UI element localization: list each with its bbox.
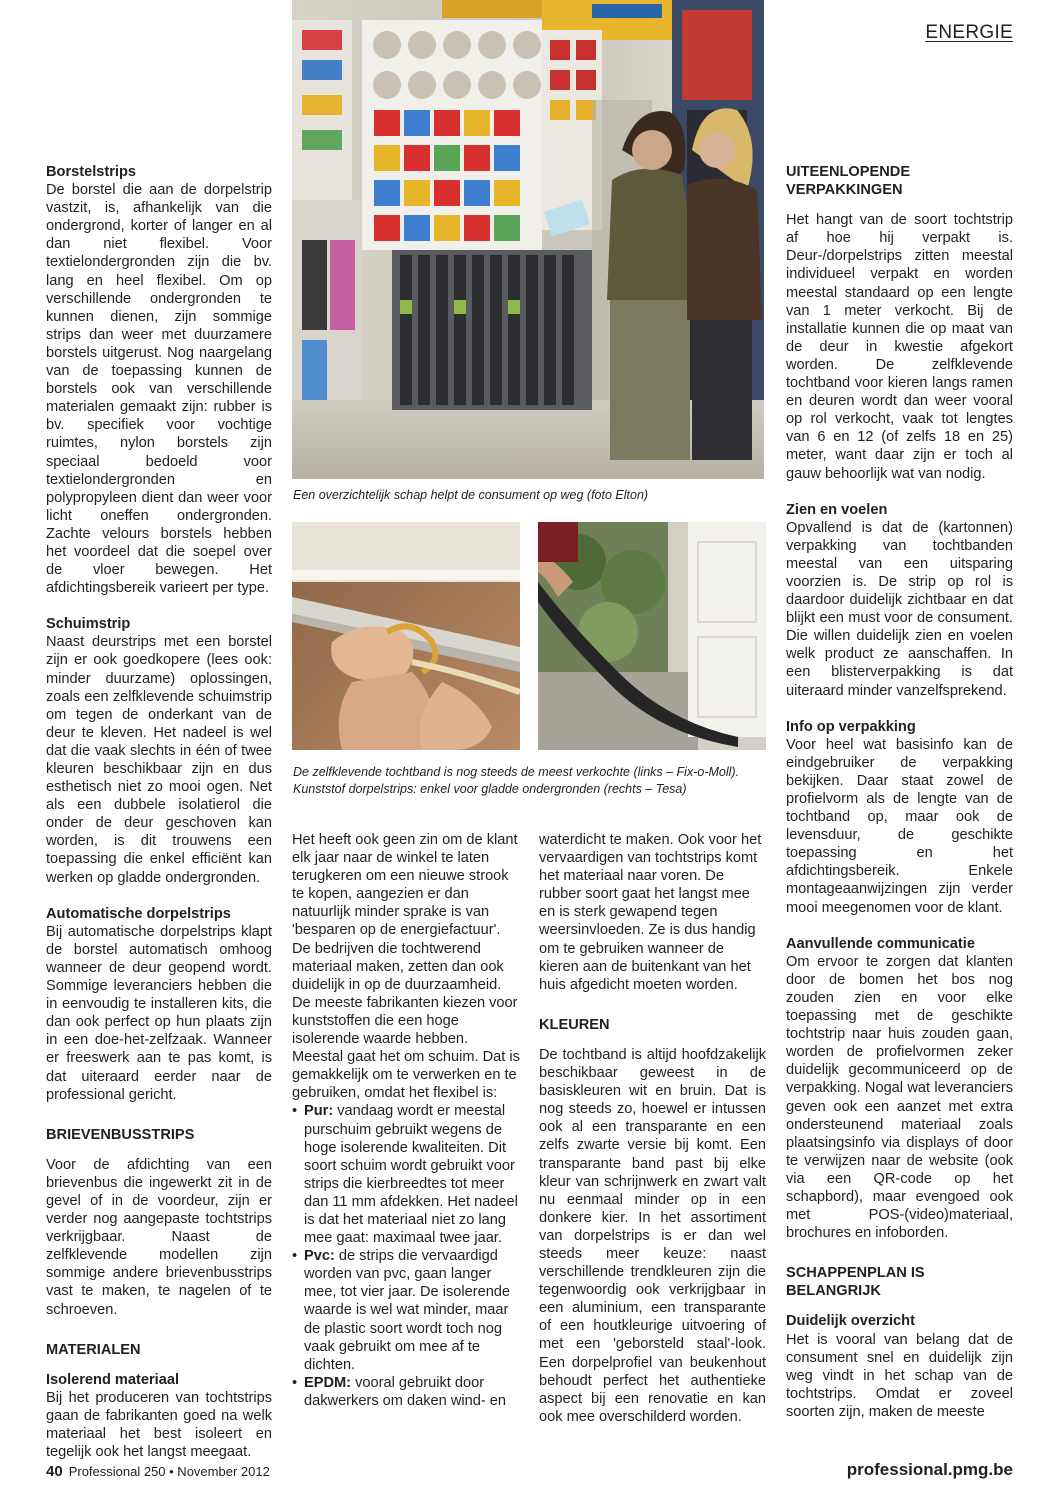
paragraph-verpakkingen: Het hangt van de soort tochtstrip af hoe hij verpakt is. Deur-/dorpelstrips zitten meestal individueel verpakt en worden meestal standaard op een lengte van 1 meter verkocht. Bij de installatie kunnen die op maat van de deur in kwestie afgekort worden. De zelfklevende tochtband voor kieren langs ramen en deuren wordt dan weer vooral op rol verkocht, vaak tot lengtes van 6 en 12 (of zelfs 18 en 25) meter, want daar zijn er toch al gauw behoorlijk wat van nodig. xyxy=(786,212,1013,482)
paragraph-epdm-vervolg: waterdicht te maken. Ook voor het vervaardigen van tochtstrips komt het materiaal naar voren. De rubber soort gaat het langst mee en is sterk gewapend tegen weersinvloeden. Ze is dus handig om te gebruiken wanneer de kieren aan de buitenkant van het huis afgedicht moeten worden. xyxy=(539,832,762,993)
list-item xyxy=(292,1247,520,1374)
heading-duidelijk-overzicht: Duidelijk overzicht xyxy=(786,1313,915,1330)
heading-isolerend-materiaal: Isolerend materiaal xyxy=(46,1371,180,1388)
footer-website-link[interactable]: professional.pmg.be xyxy=(846,1460,1013,1479)
heading-materialen: MATERIALEN xyxy=(46,1341,141,1358)
bullet-text: de strips die vervaardigd worden van pvc, gaan langer mee, tot vier jaar. De isolerende waarde is wel wat minder, maar de plastic soort wordt toch nog vaak gebruikt om mee af te dichten. xyxy=(304,1248,511,1373)
heading-brievenbusstrips: BRIEVENBUSSTRIPS xyxy=(46,1126,195,1143)
issue-info: Professional 250 • November 2012 xyxy=(68,1464,270,1479)
heading-borstelstrips: Borstelstrips xyxy=(46,164,137,180)
heading-uiteenlopende-verpakkingen: UITEENLOPENDE VERPAKKINGEN xyxy=(786,164,911,199)
paragraph-duidelijk-overzicht: Het is vooral van belang dat de consument snel en duidelijk zijn weg vindt in het schap van de tochtstrips. Omdat er zoveel soorten zijn, maken de meeste xyxy=(786,1331,1013,1420)
bullet-text: vandaag wordt er meestal purschuim gebruikt wegens de hoge isolerende kwaliteiten. Dit soort schuim wordt gebruikt voor strips die kierbreedtes tot meer dan 11 mm afdekken. Het nadeel is dat het materiaal niet zo lang mee gaat: maximaal twee jaar. xyxy=(304,1103,518,1247)
page-number: 40 xyxy=(46,1463,63,1480)
section-tag: ENERGIE xyxy=(925,22,1013,43)
heading-kleuren: KLEUREN xyxy=(539,1016,610,1033)
list-item xyxy=(292,1102,520,1247)
store-shelf-photo xyxy=(292,0,764,479)
column-2 xyxy=(292,831,520,1410)
bullet-label: Pur: xyxy=(304,1103,334,1120)
paragraph-isolerend-materiaal: Bij het produceren van tochtstrips gaan de fabrikanten goed na welk materiaal het best isoleert en tegelijk ook het langst meegaat. xyxy=(46,1389,272,1461)
paragraph-duurzaamheid: Het heeft ook geen zin om de klant elk jaar naar de winkel te laten terugkeren om een nieuwe strook te kopen, aangezien er dan natuurlijk minder sprake is van 'besparen op de energiefactuur'. De bedrijven die tochtwerend materiaal maken, zetten dan ook duidelijk in op de duurzaamheid. De meeste fabrikanten kiezen voor kunststoffen die een hoge isolerende waarde hebben. Meestal gaat het om schuim. Dat is gemakkelijk om te verwerken en te gebruiken, omdat het flexibel is: xyxy=(292,832,520,1102)
heading-automatische-dorpelstrips: Automatische dorpelstrips xyxy=(46,905,231,922)
paragraph-automatische-dorpelstrips: Bij automatische dorpelstrips klapt de borstel automatisch omhoog wanneer de deur geopend wordt. Sommige leveranciers hebben die in eenvoudig te installeren kits, die dan ook perfect op hun plaats zijn in een doe-het-zelfzaak. Wanneer er freeswerk aan te pas komt, is dat uiteraard eerder naar de professional gericht. xyxy=(46,923,272,1103)
paragraph-schuimstrip: Naast deurstrips met een borstel zijn er ook goedkopere (lees ook: minder duurzame) oplossingen, zoals een zelfklevende schuimstrip om tegen de onderkant van de deur te kleven. Het nadeel is wel dat die vaak slechts in één of twee kleuren beschikbaar zijn en dus esthetisch niet zo mooi ogen. Net als een dubbele isolatierol die onder de deur geschoven kan worden, is dit trouwens een toepassing die enkel efficiënt kan werken op gladde ondergronden. xyxy=(46,634,272,886)
door-strip-photo xyxy=(538,522,766,750)
paragraph-kleuren: De tochtband is altijd hoofdzakelijk beschikbaar geweest in de basiskleuren wit en bruin. Dat is nog steeds zo, hoewel er intussen ook al een transparante en een zelfs zwarte versie bij komt. Een transparante band past bij elke kleur van schrijnwerk en zwart valt nu eenmaal minder op in een donkere kier. In het assortiment van dorpelstrips is er dan wel steeds meer keuze: naast verschillende trendkleuren zijn die tegenwoordig ook verkrijgbaar in een aluminium, een transparante of een houtkleurige uitvoering of met een 'geborsteld staal'-look. Een dorpelprofiel van beukenhout behoudt perfect het authentieke aspect bij een renovatie en kan ook mee overschilderd worden. xyxy=(539,1046,766,1425)
paragraph-borstelstrips: De borstel die aan de dorpelstrip vastzit, is, afhankelijk van die ondergrond, korter of langer en al dan niet flexibel. Voor textielondergronden zijn die bv. lang en heel flexibel. Om op verschillende ondergronden te kunnen dienen, zijn sommige strips dan weer met duurzamere borstels uitgerust. Nog naargelang van de toepassing kunnen de borstels ook van verschillende materialen gemaakt zijn: rubber is bv. specifiek voor vochtige ruimtes, nylon borstels zijn speciaal bedoeld voor textielondergronden en polypropyleen dient dan weer voor licht oneffen ondergronden. Zachte velours borstels hebben het voordeel dat die soepel over de vloer bewegen. Het afdichtingsbereik varieert per type. xyxy=(46,182,272,597)
paragraph-zien-en-voelen: Opvallend is dat de (kartonnen) verpakking van tochtbanden meestal van een uitsparing voorzien is. De strip op rol is daardoor duidelijk zichtbaar en dat blijkt een must voor de consument. Die willen duidelijk zien en voelen welk product ze aanschaffen. In een blisterverpakking is dat uiteraard minder vanzelfsprekend. xyxy=(786,519,1013,699)
caption-top: Een overzichtelijk schap helpt de consument op weg (foto Elton) xyxy=(293,488,649,502)
column-3 xyxy=(539,831,766,1426)
bullet-label: EPDM: xyxy=(304,1374,352,1391)
caption-bottom: De zelfklevende tochtband is nog steeds de meest verkochte (links – Fix-o-Moll). Kunststof dorpelstrips: enkel voor gladde ondergronden (rechts – Tesa) xyxy=(293,765,740,796)
list-item xyxy=(292,1374,520,1410)
heading-zien-en-voelen: Zien en voelen xyxy=(786,501,888,518)
column-1 xyxy=(46,163,272,1461)
footer-left xyxy=(46,1463,270,1480)
bullet-text: vooral gebruikt door dakwerkers om daken wind- en xyxy=(304,1374,506,1409)
heading-schuimstrip: Schuimstrip xyxy=(46,616,131,633)
paragraph-brievenbusstrips: Voor de afdichting van een brievenbus die ingewerkt zit in de gevel of in de voordeur, zijn er verder nog aangepaste tochtstrips verkrijgbaar. Naast de zelfklevende modellen zijn sommige andere brievenbusstrips vast te maken, te nagelen of te schroeven. xyxy=(46,1156,272,1318)
heading-info-op-verpakking: Info op verpakking xyxy=(786,718,916,735)
column-4 xyxy=(786,163,1013,1421)
bullet-label: Pvc: xyxy=(304,1248,335,1265)
materials-list xyxy=(292,1102,520,1410)
tape-hands-photo xyxy=(292,522,520,750)
heading-aanvullende-communicatie: Aanvullende communicatie xyxy=(786,935,975,952)
paragraph-info-op-verpakking: Voor heel wat basisinfo kan de eindgebruiker de verpakking bekijken. Daar staat zowel de profielvorm als de lengte van de tochtband op, maar ook de levensduur, de geschikte toepassing en het afdichtingsbereik. Enkele montageaanwijzingen zijn verder mooi meegenomen voor de klant. xyxy=(786,736,1013,916)
paragraph-aanvullende-communicatie: Om ervoor te zorgen dat klanten door de bomen het bos nog zouden zien en voor elke toepassing met de geschikte tochtstrip naar huis zouden gaan, worden de profielvormen zeker duidelijk gecommuniceerd op de verpakking. Nogal wat leveranciers geven ook een aanzet met extra ondersteunend materiaal zoals plaatsingsinfo via displays of door te verwijzen naar de website (ook via een QR-code op het schapbord), maar evengoed ook met POS-(video)materiaal, brochures en infoborden. xyxy=(786,953,1013,1242)
heading-schappenplan: SCHAPPENPLAN IS BELANGRIJK xyxy=(786,1265,925,1300)
